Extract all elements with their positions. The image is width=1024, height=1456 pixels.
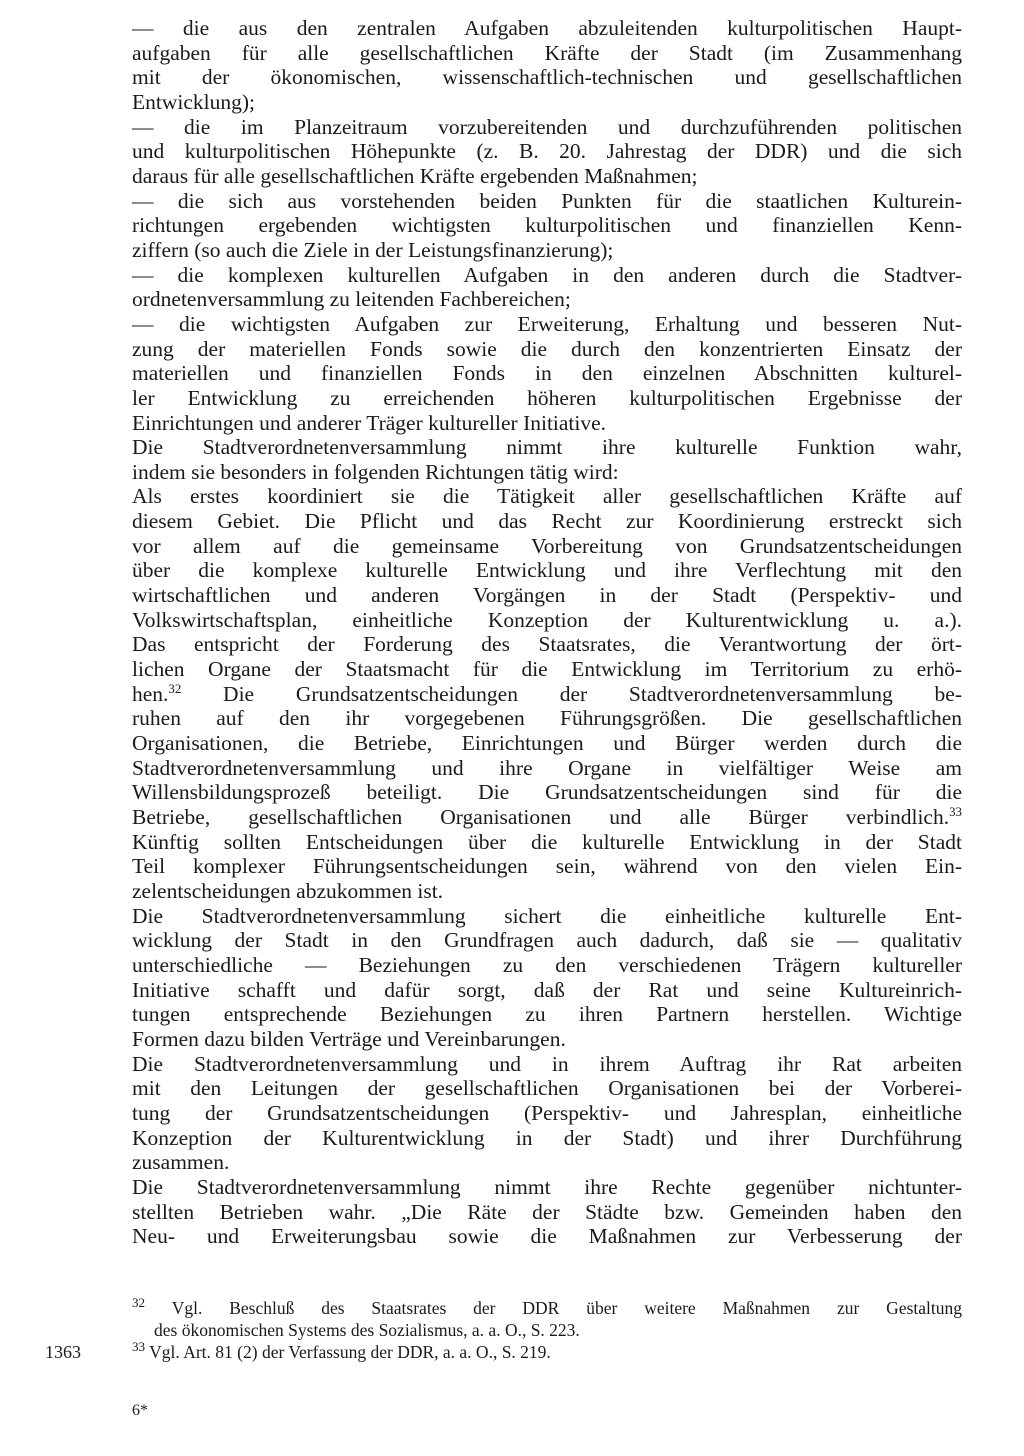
line-text: tungen entsprechende Beziehungen zu ihren Partnern herstellen. Wichtige xyxy=(132,1002,962,1027)
footnote-ref: 33 xyxy=(949,804,962,819)
text-line xyxy=(132,361,962,386)
line-text: ordnetenversammlung zu leitenden Fachbereichen; xyxy=(132,287,571,312)
text-line xyxy=(132,386,962,411)
line-text: Konzeption der Kulturentwicklung in der Stadt) und ihrer Durchführung xyxy=(132,1125,962,1150)
signature-mark: 6* xyxy=(132,1402,148,1419)
footnotes xyxy=(132,1297,962,1363)
line-text: zusammen. xyxy=(132,1150,230,1175)
line-text: wicklung der Stadt in den Grundfragen auch dadurch, daß sie — qualitativ xyxy=(132,928,962,953)
text-line xyxy=(132,756,962,781)
text-line xyxy=(132,435,962,460)
body-text xyxy=(132,16,962,1249)
line-text: — die wichtigsten Aufgaben zur Erweiterung, Erhaltung und besseren Nut- xyxy=(132,311,962,336)
text-line xyxy=(132,1052,962,1077)
text-line xyxy=(132,115,962,140)
footnote-text: des ökonomischen Systems des Sozialismus, a. a. O., S. 223. xyxy=(154,1320,580,1340)
line-text: Einrichtungen und anderer Träger kultureller Initiative. xyxy=(132,410,607,435)
text-line xyxy=(132,904,962,929)
line-text: unterschiedliche — Beziehungen zu den verschiedenen Trägern kultureller xyxy=(132,952,962,977)
line-text: Initiative schafft und dafür sorgt, daß der Rat und seine Kultureinrich- xyxy=(132,977,962,1002)
text-line xyxy=(132,139,962,164)
text-line xyxy=(132,238,962,263)
line-text: ruhen auf den ihr vorgegebenen Führungsgrößen. Die gesellschaftlichen xyxy=(132,706,962,731)
text-line xyxy=(132,287,962,312)
text-line xyxy=(132,830,962,855)
text-line xyxy=(132,460,962,485)
text-line xyxy=(132,411,962,436)
line-text: Formen dazu bilden Verträge und Vereinbarungen. xyxy=(132,1026,566,1051)
footnote-line xyxy=(132,1297,962,1319)
line-text: Die Stadtverordnetenversammlung nimmt ihre kulturelle Funktion wahr, xyxy=(132,435,962,460)
footnote-line xyxy=(132,1341,962,1363)
text-line xyxy=(132,706,962,731)
line-text: wirtschaftlichen und anderen Vorgängen in der Stadt (Perspektiv- und xyxy=(132,583,962,608)
text-line xyxy=(132,953,962,978)
line-text: tung der Grundsatzentscheidungen (Perspektiv- und Jahresplan, einheitliche xyxy=(132,1100,962,1125)
text-line xyxy=(132,558,962,583)
text-line xyxy=(132,928,962,953)
text-line xyxy=(132,1200,962,1225)
line-text: hen. xyxy=(132,681,169,706)
text-line xyxy=(132,657,962,682)
text-line xyxy=(132,682,962,707)
line-text: Die Stadtverordnetenversammlung nimmt ihre Rechte gegenüber nichtunter- xyxy=(132,1174,962,1199)
text-line xyxy=(132,1002,962,1027)
text-line xyxy=(132,164,962,189)
line-text-continued: Die Grundsatzentscheidungen der Stadtverordnetenversammlung be- xyxy=(181,681,962,706)
line-text: zung der materiellen Fonds sowie die durch den konzentrierten Einsatz der xyxy=(132,336,962,361)
text-line xyxy=(132,879,962,904)
line-text: lichen Organe der Staatsmacht für die Entwicklung im Territorium zu erhö- xyxy=(132,657,962,682)
line-text: materiellen und finanziellen Fonds in den einzelnen Abschnitten kulturel- xyxy=(132,361,962,386)
line-text: Stadtverordnetenversammlung und ihre Organe in vielfältiger Weise am xyxy=(132,755,962,780)
line-text: — die im Planzeitraum vorzubereitenden und durchzuführenden politischen xyxy=(132,114,962,139)
text-line xyxy=(132,484,962,509)
line-text: diesem Gebiet. Die Pflicht und das Recht zur Koordinierung erstreckt sich xyxy=(132,509,962,534)
line-text: Die Stadtverordnetenversammlung und in ihrem Auftrag ihr Rat arbeiten xyxy=(132,1051,962,1076)
text-line xyxy=(132,632,962,657)
footnote-number: 32 xyxy=(132,1295,146,1311)
line-text: Das entspricht der Forderung des Staatsrates, die Verantwortung der ört- xyxy=(132,632,962,657)
line-text: ziffern (so auch die Ziele in der Leistungsfinanzierung); xyxy=(132,237,614,262)
text-line xyxy=(132,263,962,288)
text-line xyxy=(132,90,962,115)
line-text: Organisationen, die Betriebe, Einrichtungen und Bürger werden durch die xyxy=(132,731,962,756)
page-number: 1363 xyxy=(45,1342,81,1362)
line-text: Entwicklung); xyxy=(132,89,256,114)
text-line xyxy=(132,1126,962,1151)
text-line xyxy=(132,1150,962,1175)
text-line xyxy=(132,731,962,756)
line-text: — die sich aus vorstehenden beiden Punkten für die staatlichen Kulturein- xyxy=(132,188,962,213)
line-text: mit der ökonomischen, wissenschaftlich-technischen und gesellschaftlichen xyxy=(132,65,962,90)
text-line xyxy=(132,978,962,1003)
footnote-text: Vgl. Art. 81 (2) der Verfassung der DDR, a. a. O., S. 219. xyxy=(149,1342,551,1362)
line-text: daraus für alle gesellschaftlichen Kräfte ergebenden Maßnahmen; xyxy=(132,163,698,188)
footnote-line xyxy=(132,1319,962,1341)
text-line xyxy=(132,854,962,879)
line-text: ler Entwicklung zu erreichenden höheren kulturpolitischen Ergebnisse der xyxy=(132,385,962,410)
footnote-ref: 32 xyxy=(168,681,182,696)
line-text: Teil komplexer Führungsentscheidungen sein, während von den vielen Ein- xyxy=(132,854,962,879)
line-text: aufgaben für alle gesellschaftlichen Kräfte der Stadt (im Zusammenhang xyxy=(132,40,962,65)
line-text: Die Stadtverordnetenversammlung sichert die einheitliche kulturelle Ent- xyxy=(132,903,962,928)
text-line xyxy=(132,805,962,830)
line-text: — die aus den zentralen Aufgaben abzuleitenden kulturpolitischen Haupt- xyxy=(132,16,962,40)
line-text: und kulturpolitischen Höhepunkte (z. B. 20. Jahrestag der DDR) und die sich xyxy=(132,139,962,164)
text-line xyxy=(132,189,962,214)
text-line xyxy=(132,1175,962,1200)
footnote-text: Vgl. Beschluß des Staatsrates der DDR über weitere Maßnahmen zur Gestaltung xyxy=(171,1298,963,1318)
line-text: vor allem auf die gemeinsame Vorbereitung von Grundsatzentscheidungen xyxy=(132,533,962,558)
text-line xyxy=(132,583,962,608)
text-line xyxy=(132,312,962,337)
text-line xyxy=(132,1076,962,1101)
text-line xyxy=(132,213,962,238)
line-text: stellten Betrieben wahr. „Die Räte der Städte bzw. Gemeinden haben den xyxy=(132,1199,962,1224)
text-line xyxy=(132,608,962,633)
text-line xyxy=(132,534,962,559)
line-text: indem sie besonders in folgenden Richtungen tätig wird: xyxy=(132,459,619,484)
line-text: — die komplexen kulturellen Aufgaben in den anderen durch die Stadtver- xyxy=(132,262,962,287)
line-text: mit den Leitungen der gesellschaftlichen Organisationen bei der Vorberei- xyxy=(132,1076,962,1101)
line-text: Künftig sollten Entscheidungen über die kulturelle Entwicklung in der Stadt xyxy=(132,829,962,854)
line-text: richtungen ergebenden wichtigsten kulturpolitischen und finanziellen Kenn- xyxy=(132,213,962,238)
footnote-number: 33 xyxy=(132,1339,146,1355)
text-line xyxy=(132,337,962,362)
line-text: zelentscheidungen abzukommen ist. xyxy=(132,878,444,903)
text-line xyxy=(132,65,962,90)
line-text: Betriebe, gesellschaftlichen Organisationen und alle Bürger verbindlich. xyxy=(132,805,950,829)
text-line xyxy=(132,16,962,41)
line-text: Willensbildungsprozeß beteiligt. Die Grundsatzentscheidungen sind für die xyxy=(132,780,962,805)
text-line xyxy=(132,509,962,534)
text-line xyxy=(132,780,962,805)
text-line xyxy=(132,1224,962,1249)
line-text: Neu- und Erweiterungsbau sowie die Maßnahmen zur Verbesserung der xyxy=(132,1224,962,1249)
text-line xyxy=(132,1101,962,1126)
line-text: Als erstes koordiniert sie die Tätigkeit aller gesellschaftlichen Kräfte auf xyxy=(132,484,962,509)
line-text: Volkswirtschaftsplan, einheitliche Konzeption der Kulturentwicklung u. a.). xyxy=(132,607,962,632)
text-line xyxy=(132,41,962,66)
text-line xyxy=(132,1027,962,1052)
line-text: über die komplexe kulturelle Entwicklung und ihre Verflechtung mit den xyxy=(132,558,962,583)
